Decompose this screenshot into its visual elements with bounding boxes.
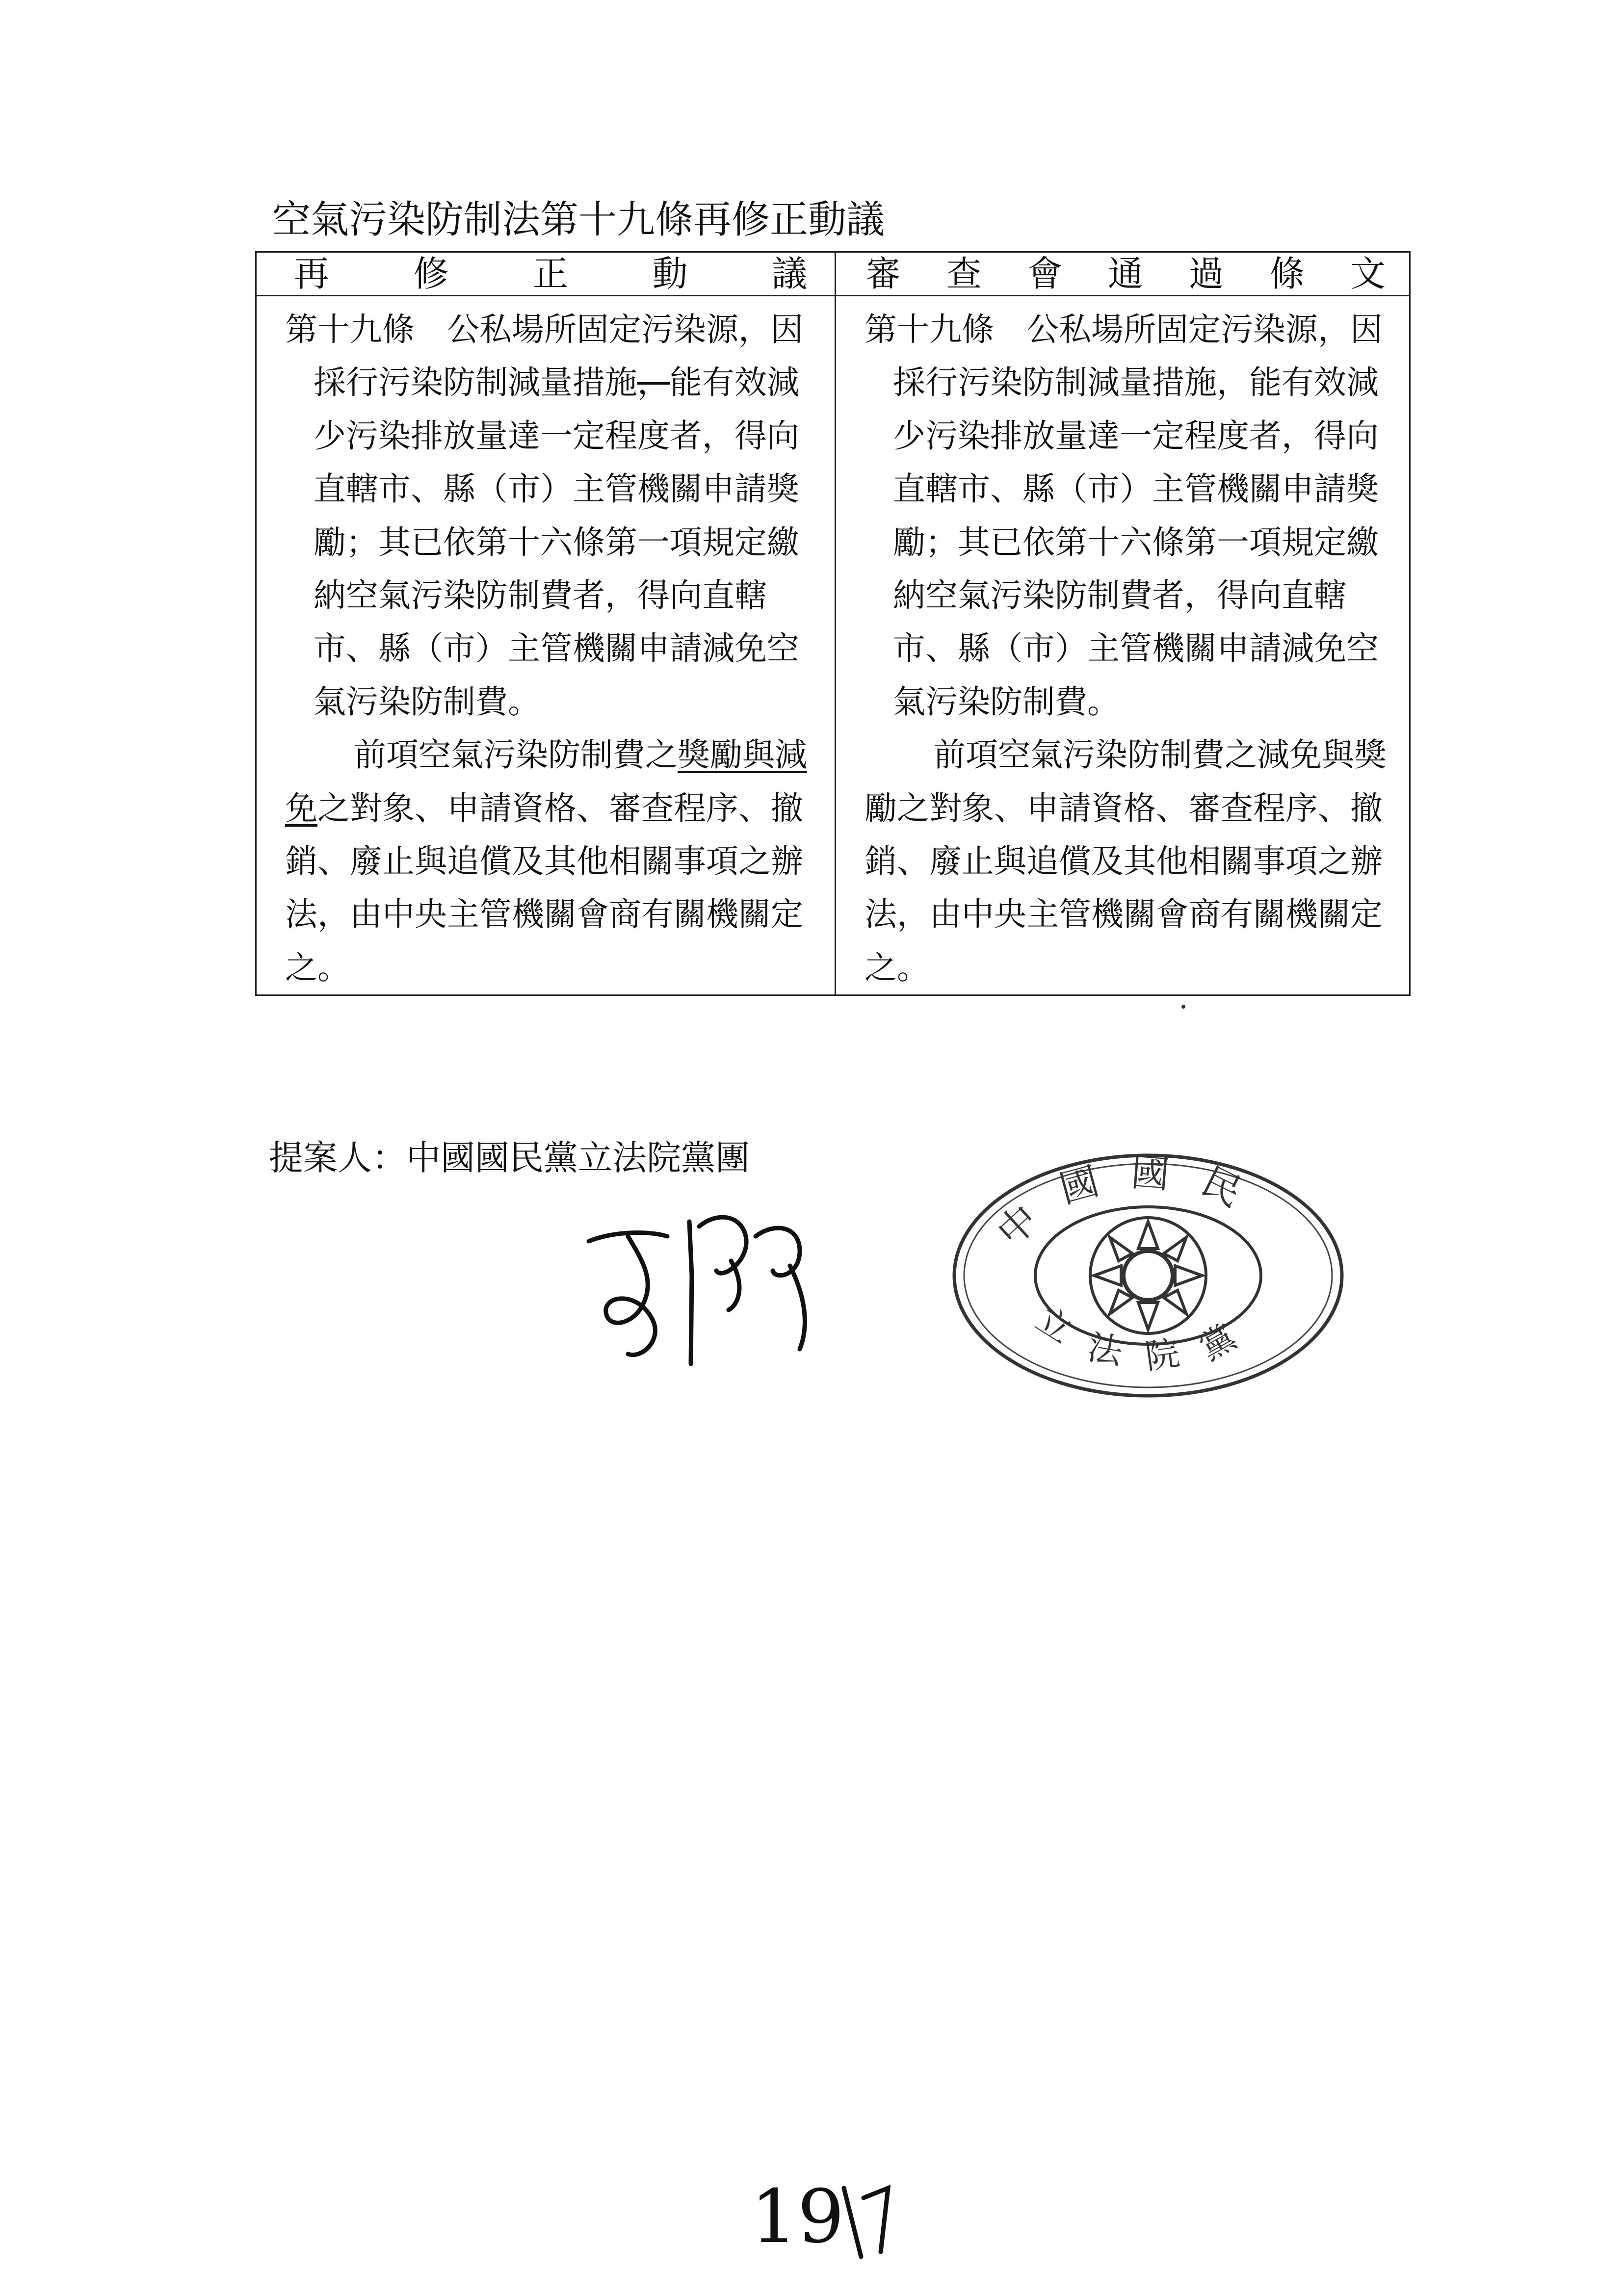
page-number-text: 19 (751, 2174, 844, 2260)
header-char: 通 (1107, 253, 1143, 294)
svg-text:立法院黨 (1029, 1299, 1266, 1378)
column-header-revised-motion (256, 252, 836, 296)
header-char: 動 (652, 253, 688, 294)
paragraph-text: 能有效減少污染排放量達一定程度者，得向直轄市、縣（市）主管機關申請獎勵；其已依第十六條第一項規定繳納空氣污染防制費者，得向直轄市、縣（市）主管機關申請減免空氣污染防制費。 (314, 364, 799, 721)
article-number: 第十九條 (285, 311, 415, 348)
paragraph-text: 公私場所固定污染源，因採行污染防制減量措施，能有效減少污染排放量達一定程度者，得向直轄市、縣（市）主管機關申請獎勵；其已依第十六條第一項規定繳納空氣污染防制費者，得向直轄市、縣（市）主管機關申請減免空氣污染防制費。 (893, 311, 1383, 721)
proposer-line: 提案人：中國國民黨立法院黨團 (269, 1138, 750, 1178)
header-char: 修 (413, 253, 449, 294)
scan-speck (1181, 1005, 1185, 1009)
underlined-amendment: 獎勵與減免 (285, 736, 807, 827)
handwritten-signature (569, 1207, 824, 1374)
header-char: 審 (865, 253, 901, 294)
committee-text-cell (836, 296, 1410, 995)
header-char: 再 (294, 253, 330, 294)
amendment-comparison-table (255, 251, 1411, 996)
article-paragraph-1 (285, 303, 820, 729)
header-char: 過 (1188, 253, 1224, 294)
party-seal (947, 1148, 1349, 1403)
table-body-row (256, 296, 1410, 995)
article-number: 第十九條 (864, 311, 994, 348)
paragraph-text: 前項空氣污染防制費之 (354, 736, 678, 774)
article-paragraph-2 (864, 729, 1394, 994)
sun-emblem-icon (1090, 1218, 1206, 1333)
header-char: 正 (532, 253, 568, 294)
paragraph-text: 之對象、申請資格、審查程序、撤銷、廢止與追償及其他相關事項之辦法，由中央主管機關會商有關機關定之。 (285, 789, 803, 987)
header-char: 文 (1350, 253, 1386, 294)
seal-top-text: 中國國民 (989, 1150, 1275, 1255)
revised-motion-cell (256, 296, 836, 995)
document-title: 空氣污染防制法第十九條再修正動議 (272, 198, 885, 242)
paragraph-text: 公私場所固定污染源，因採行污染防制減量措施 (314, 311, 803, 402)
paragraph-text: 前項空氣污染防制費之減免與獎勵之對象、申請資格、審查程序、撤銷、廢止與追償及其他相關事項之辦法，由中央主管機關會商有關機關定之。 (864, 736, 1387, 987)
column-header-committee-text (836, 252, 1410, 296)
deleted-text: ， (637, 364, 670, 402)
header-char: 查 (946, 253, 982, 294)
page-number (741, 2168, 898, 2267)
header-char: 會 (1027, 253, 1063, 294)
header-char: 議 (771, 253, 807, 294)
table-header-row (256, 252, 1410, 296)
seal-bottom-text: 立法院黨 (1028, 1299, 1267, 1378)
article-paragraph-2 (285, 729, 820, 994)
article-paragraph-1 (864, 303, 1394, 729)
header-char: 條 (1269, 253, 1305, 294)
